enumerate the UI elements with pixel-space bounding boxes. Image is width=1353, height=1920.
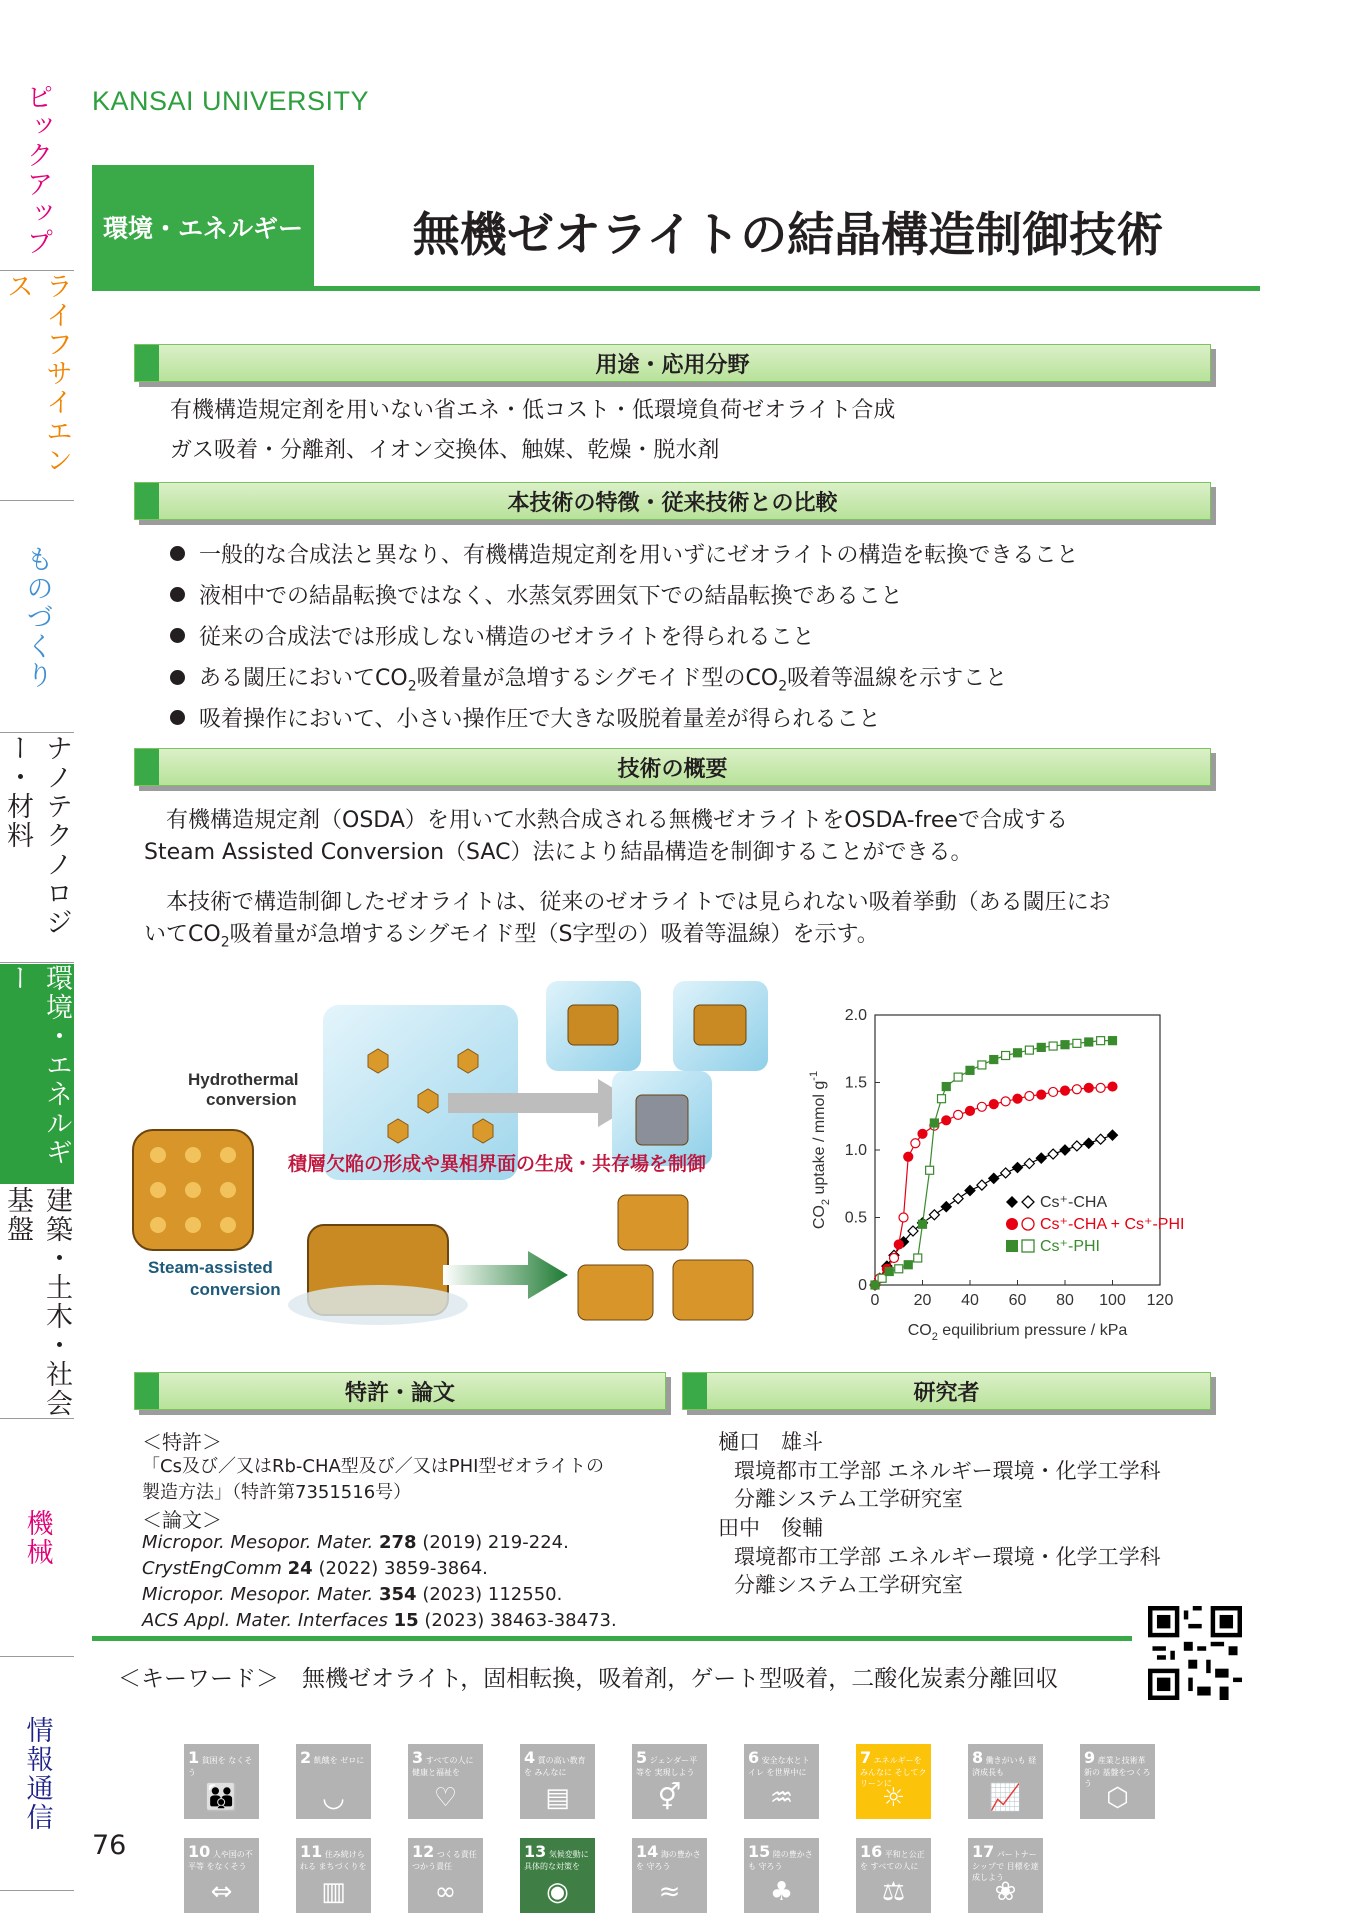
data-point — [1108, 1130, 1118, 1140]
zeolite-conversion-diagram — [128, 975, 768, 1335]
y-tick-label: 2.0 — [844, 1007, 867, 1024]
sdg-number: 17 — [972, 1842, 995, 1861]
sdg-goal-1 — [184, 1744, 259, 1819]
zeolite-framework-icon — [133, 1130, 253, 1250]
data-point — [1060, 1145, 1070, 1155]
city-icon: ▥ — [321, 1877, 346, 1907]
data-point — [885, 1268, 893, 1276]
sdg-text: 人や国の不平等 をなくそう — [188, 1850, 253, 1871]
section-header-patents — [134, 1372, 666, 1410]
sdg-goal-3 — [408, 1744, 483, 1819]
sdg-number: 15 — [748, 1842, 771, 1861]
feature-item — [170, 538, 1078, 569]
legend-marker — [1006, 1240, 1018, 1252]
data-point — [1013, 1094, 1022, 1103]
data-point — [918, 1129, 927, 1138]
sdg-text: ジェンダー平等を 実現しよう — [636, 1756, 698, 1777]
data-point — [1097, 1037, 1105, 1045]
sdg-number: 13 — [524, 1842, 547, 1861]
data-point — [1048, 1149, 1058, 1159]
side-tab[interactable]: ナノテクノロジー・材料 — [0, 734, 74, 963]
bullet-icon — [170, 546, 185, 561]
sdg-goal-11 — [296, 1838, 371, 1913]
sdg-text: 貧困を なくそう — [188, 1756, 253, 1777]
data-point — [1025, 1046, 1033, 1054]
data-point — [1073, 1039, 1081, 1047]
legend-marker — [1022, 1196, 1034, 1208]
sdg-text: 働きがいも 経済成長も — [972, 1756, 1037, 1777]
sdg-goal-7 — [856, 1744, 931, 1819]
sdg-text: 平和と公正を すべての人に — [860, 1850, 925, 1871]
people-icon: 👪 — [205, 1783, 238, 1813]
data-point — [1085, 1038, 1093, 1046]
x-tick-label: 100 — [1099, 1292, 1126, 1309]
section-header-researchers — [682, 1372, 1211, 1410]
sdg-number: 5 — [636, 1748, 648, 1767]
sdg-goal-6 — [744, 1744, 819, 1819]
bullet-icon — [170, 587, 185, 602]
section-title: 本技術の特徴・従来技術との比較 — [507, 490, 838, 516]
book-icon: ▤ — [545, 1783, 570, 1813]
bullet-icon — [170, 710, 185, 725]
researcher-lab: 分離システム工学研究室 — [734, 1487, 963, 1511]
x-tick-label: 80 — [1056, 1292, 1074, 1309]
section-header-overview — [134, 748, 1211, 786]
fish-icon: ≈ — [658, 1877, 681, 1907]
section-title: 用途・応用分野 — [595, 352, 750, 378]
data-point — [1072, 1085, 1081, 1094]
equality-icon: ⇔ — [210, 1877, 233, 1907]
legend-marker — [1006, 1196, 1018, 1208]
flower-icon: ❀ — [994, 1877, 1017, 1907]
data-point — [1049, 1087, 1058, 1096]
sdg-text: 気候変動に 具体的な対策を — [524, 1850, 589, 1871]
sdg-goal-4 — [520, 1744, 595, 1819]
paper-heading: ＜論文＞ — [142, 1508, 222, 1532]
data-point — [1024, 1159, 1034, 1169]
data-point — [938, 1095, 946, 1103]
category-badge — [92, 165, 314, 288]
x-tick-label: 40 — [961, 1292, 979, 1309]
data-point — [941, 1202, 951, 1212]
sdg-number: 16 — [860, 1842, 883, 1861]
heartbeat-icon: ♡ — [433, 1783, 458, 1813]
researcher-name: 田中 俊輔 — [718, 1516, 823, 1540]
sdg-goal-14 — [632, 1838, 707, 1913]
researcher-name: 樋口 雄斗 — [718, 1430, 823, 1454]
section-title: 特許・論文 — [344, 1380, 455, 1406]
data-point — [904, 1261, 912, 1269]
sdg-number: 1 — [188, 1748, 200, 1767]
application-line: ガス吸着・分離剤、イオン交換体、触媒、乾燥・脱水剤 — [170, 438, 720, 463]
data-point — [914, 1254, 922, 1262]
data-point — [966, 1066, 974, 1074]
data-point — [1061, 1041, 1069, 1049]
steam-label: Steam-assisted — [148, 1258, 273, 1277]
overview-text: Steam Assisted Conversion（SAC）法により結晶構造を制御することができる。 — [144, 840, 973, 865]
data-point — [1001, 1097, 1010, 1106]
tree-icon: ♣ — [769, 1877, 794, 1907]
data-point — [899, 1213, 908, 1222]
steam-arrow — [443, 1251, 568, 1299]
growth-icon: 📈 — [989, 1783, 1022, 1813]
sun-icon: ☼ — [881, 1783, 906, 1813]
data-point — [1049, 1042, 1057, 1050]
researcher-lab: 分離システム工学研究室 — [734, 1573, 963, 1597]
data-point — [942, 1083, 950, 1091]
dove-icon: ⚖ — [881, 1877, 906, 1907]
hydrothermal-label: Hydrothermal — [188, 1070, 299, 1089]
data-point — [989, 1173, 999, 1183]
data-point — [977, 1102, 986, 1111]
side-tab[interactable]: 機械 — [0, 1420, 74, 1657]
keywords: ＜キーワード＞ 無機ゼオライト，固相転換，吸着剤，ゲート型吸着，二酸化炭素分離回収 — [118, 1666, 1059, 1692]
data-point — [989, 1100, 998, 1109]
data-point — [1109, 1037, 1117, 1045]
data-point — [1096, 1134, 1106, 1144]
data-point — [894, 1240, 903, 1249]
patent-heading: ＜特許＞ — [142, 1430, 222, 1454]
x-tick-label: 20 — [913, 1292, 932, 1309]
sdg-text: 住み続けられる まちづくりを — [300, 1850, 367, 1871]
sdg-number: 3 — [412, 1748, 424, 1767]
feature-item — [170, 661, 1007, 694]
legend-label: Cs⁺-CHA + Cs⁺-PHI — [1040, 1216, 1185, 1233]
data-point — [954, 1110, 963, 1119]
sdg-text: 質の高い教育を みんなに — [524, 1756, 586, 1777]
series-line — [875, 1087, 1113, 1285]
sdg-goal-8 — [968, 1744, 1043, 1819]
data-point — [954, 1073, 962, 1081]
y-tick-label: 0 — [858, 1277, 867, 1294]
section-header-applications — [134, 344, 1211, 382]
sdg-number: 2 — [300, 1748, 312, 1767]
sdg-text: 海の豊かさを 守ろう — [636, 1850, 701, 1871]
side-tab[interactable]: ライフサイエンス — [0, 272, 74, 501]
y-tick-label: 0.5 — [844, 1209, 867, 1227]
legend-marker — [1006, 1218, 1018, 1230]
sdg-number: 12 — [412, 1842, 435, 1861]
patent-title: 「Cs及び／又はRb-CHA型及び／又はPHI型ゼオライトの — [142, 1456, 604, 1477]
sdg-goal-12 — [408, 1838, 483, 1913]
feature-item — [170, 579, 903, 610]
sdg-text: 陸の豊かさも 守ろう — [748, 1850, 813, 1871]
sdg-number: 11 — [300, 1842, 323, 1861]
data-point — [978, 1061, 986, 1069]
data-point — [990, 1056, 998, 1064]
sdg-goal-16 — [856, 1838, 931, 1913]
data-point — [966, 1106, 975, 1115]
sdg-text: つくる責任 つかう責任 — [412, 1850, 477, 1871]
sdg-goal-15 — [744, 1838, 819, 1913]
sdg-number: 8 — [972, 1748, 984, 1767]
sdg-goal-17 — [968, 1838, 1043, 1913]
feature-item — [170, 702, 881, 733]
feature-text: 吸着操作において、小さい操作圧で大きな吸脱着量差が得られること — [199, 707, 881, 732]
data-point — [904, 1152, 913, 1161]
side-tab[interactable]: 建築・土木・社会基盤 — [2, 1186, 72, 1418]
sdg-goal-9 — [1080, 1744, 1155, 1819]
university-name: KANSAI UNIVERSITY — [92, 86, 370, 116]
y-tick-label: 1.0 — [844, 1142, 867, 1159]
data-point — [1036, 1153, 1046, 1163]
sdg-text: すべての人に 健康と福祉を — [412, 1756, 474, 1777]
overview-text: 本技術で構造制御したゼオライトは、従来のゼオライトでは見られない吸着挙動（ある閾圧にお — [166, 890, 1111, 915]
application-line: 有機構造規定剤を用いない省エネ・低コスト・低環境負荷ゼオライト合成 — [170, 398, 896, 423]
data-point — [1013, 1163, 1023, 1173]
overview-text: 有機構造規定剤（OSDA）を用いて水熱合成される無機ゼオライトをOSDA-freeで合成する — [166, 808, 1068, 833]
sdg-number: 6 — [748, 1748, 760, 1767]
sdg-goal-10 — [184, 1838, 259, 1913]
data-point — [930, 1119, 938, 1127]
category-label: 環境・エネルギー — [102, 213, 303, 243]
data-point — [1037, 1043, 1045, 1051]
sdg-number: 10 — [188, 1842, 211, 1861]
data-point — [911, 1139, 920, 1148]
paper-citation: ACS Appl. Mater. Interfaces 15 (2023) 38463-38473. — [142, 1610, 617, 1631]
overview-text: いて$CO_2$吸着量が急増するシグモイド型（S字型の）吸着等温線）を示す。 — [144, 922, 879, 951]
side-tab[interactable]: ピックアップ — [0, 70, 74, 271]
data-point — [1108, 1082, 1117, 1091]
page-title: 無機ゼオライトの結晶構造制御技術 — [412, 208, 1164, 263]
researcher-dept: 環境都市工学部 エネルギー環境・化学工学科 — [734, 1545, 1161, 1569]
feature-text: 一般的な合成法と異なり、有機構造規定剤を用いずにゼオライトの構造を転換できること — [199, 543, 1079, 568]
infinity-icon: ∞ — [434, 1877, 457, 1907]
paper-citation: Micropor. Mesopor. Mater. 354 (2023) 112550. — [142, 1584, 563, 1605]
water-icon: ♒ — [769, 1783, 794, 1813]
paper-citation: CrystEngComm 24 (2022) 3859-3864. — [142, 1558, 488, 1579]
y-axis-label: $CO_2$ uptake / mmol $g^{-1}$ — [808, 1070, 832, 1230]
gender-icon: ⚥ — [657, 1783, 682, 1813]
data-point — [977, 1180, 987, 1190]
section-title: 研究者 — [913, 1380, 980, 1406]
data-point — [942, 1116, 951, 1125]
sdg-text: エネルギーをみんなに そしてクリーンに — [860, 1756, 927, 1788]
data-point — [1084, 1138, 1094, 1148]
data-point — [953, 1194, 963, 1204]
data-point — [1072, 1141, 1082, 1151]
sdg-text: 飢餓を ゼロに — [313, 1756, 365, 1765]
cubes-icon: ⬡ — [1106, 1783, 1129, 1813]
section-title: 技術の概要 — [617, 756, 728, 782]
bowl-icon: ◡ — [322, 1783, 345, 1813]
hydrothermal-label: conversion — [206, 1090, 297, 1109]
feature-text: 従来の合成法では形成しない構造のゼオライトを得られること — [199, 625, 815, 650]
data-point — [890, 1254, 899, 1263]
side-tab[interactable]: ものづくり — [0, 502, 74, 733]
sdg-text: パートナーシップで 目標を達成しよう — [972, 1850, 1039, 1882]
sdg-text: 産業と技術革新の 基盤をつくろう — [1084, 1756, 1151, 1788]
sdg-number: 9 — [1084, 1748, 1096, 1767]
data-point — [1001, 1168, 1011, 1178]
x-tick-label: 60 — [1008, 1292, 1027, 1309]
legend-marker — [1022, 1240, 1034, 1252]
side-tab[interactable]: 環境・エネルギー — [0, 964, 74, 1184]
y-tick-label: 1.5 — [844, 1074, 867, 1092]
feature-item — [170, 620, 814, 651]
data-point — [1002, 1052, 1010, 1060]
steam-label: conversion — [190, 1280, 281, 1299]
legend-label: Cs⁺-PHI — [1040, 1238, 1100, 1255]
sdg-goal-2 — [296, 1744, 371, 1819]
data-point — [1037, 1090, 1046, 1099]
page-number: 76 — [92, 1830, 127, 1861]
data-point — [1096, 1083, 1105, 1092]
title-divider — [92, 286, 1260, 291]
feature-text: ある閾圧において$CO_2$吸着量が急増するシグモイド型の$CO_2$吸着等温線を示すこと — [199, 666, 1008, 695]
researcher-dept: 環境都市工学部 エネルギー環境・化学工学科 — [734, 1459, 1161, 1483]
sdg-number: 7 — [860, 1748, 872, 1767]
legend-label: Cs⁺-CHA — [1040, 1194, 1108, 1211]
qr-code[interactable] — [1148, 1606, 1242, 1700]
section-header-features — [134, 482, 1211, 520]
data-point — [1014, 1049, 1022, 1057]
sdg-number: 14 — [636, 1842, 659, 1861]
figure-caption: 積層欠陥の形成や異相界面の生成・共存場を制御 — [288, 1153, 707, 1175]
data-point — [929, 1210, 939, 1220]
side-tab[interactable]: 情報通信 — [0, 1658, 74, 1891]
patent-number: 製造方法」（特許第7351516号） — [142, 1482, 412, 1503]
sdg-goal-13 — [520, 1838, 595, 1913]
sdg-goal-5 — [632, 1744, 707, 1819]
eye-globe-icon: ◉ — [546, 1877, 569, 1907]
data-point — [1061, 1086, 1070, 1095]
bullet-icon — [170, 628, 185, 643]
data-point — [919, 1220, 927, 1228]
bullet-icon — [170, 670, 185, 685]
data-point — [1025, 1092, 1034, 1101]
data-point — [965, 1186, 975, 1196]
x-tick-label: 120 — [1146, 1292, 1174, 1309]
keywords-divider — [92, 1636, 1132, 1641]
sdg-text: 安全な水とトイレ を世界中に — [748, 1756, 810, 1777]
legend-marker — [1022, 1218, 1034, 1230]
feature-text: 液相中での結晶転換ではなく、水蒸気雰囲気下での結晶転換であること — [199, 584, 903, 609]
co2-isotherm-chart — [800, 1000, 1220, 1350]
paper-citation: Micropor. Mesopor. Mater. 278 (2019) 219-224. — [142, 1532, 569, 1553]
data-point — [1084, 1083, 1093, 1092]
x-tick-label: 0 — [870, 1292, 880, 1309]
sdg-number: 4 — [524, 1748, 536, 1767]
x-axis-label: $CO_2$ equilibrium pressure / kPa — [907, 1322, 1128, 1343]
data-point — [926, 1166, 934, 1174]
data-point — [895, 1265, 903, 1273]
